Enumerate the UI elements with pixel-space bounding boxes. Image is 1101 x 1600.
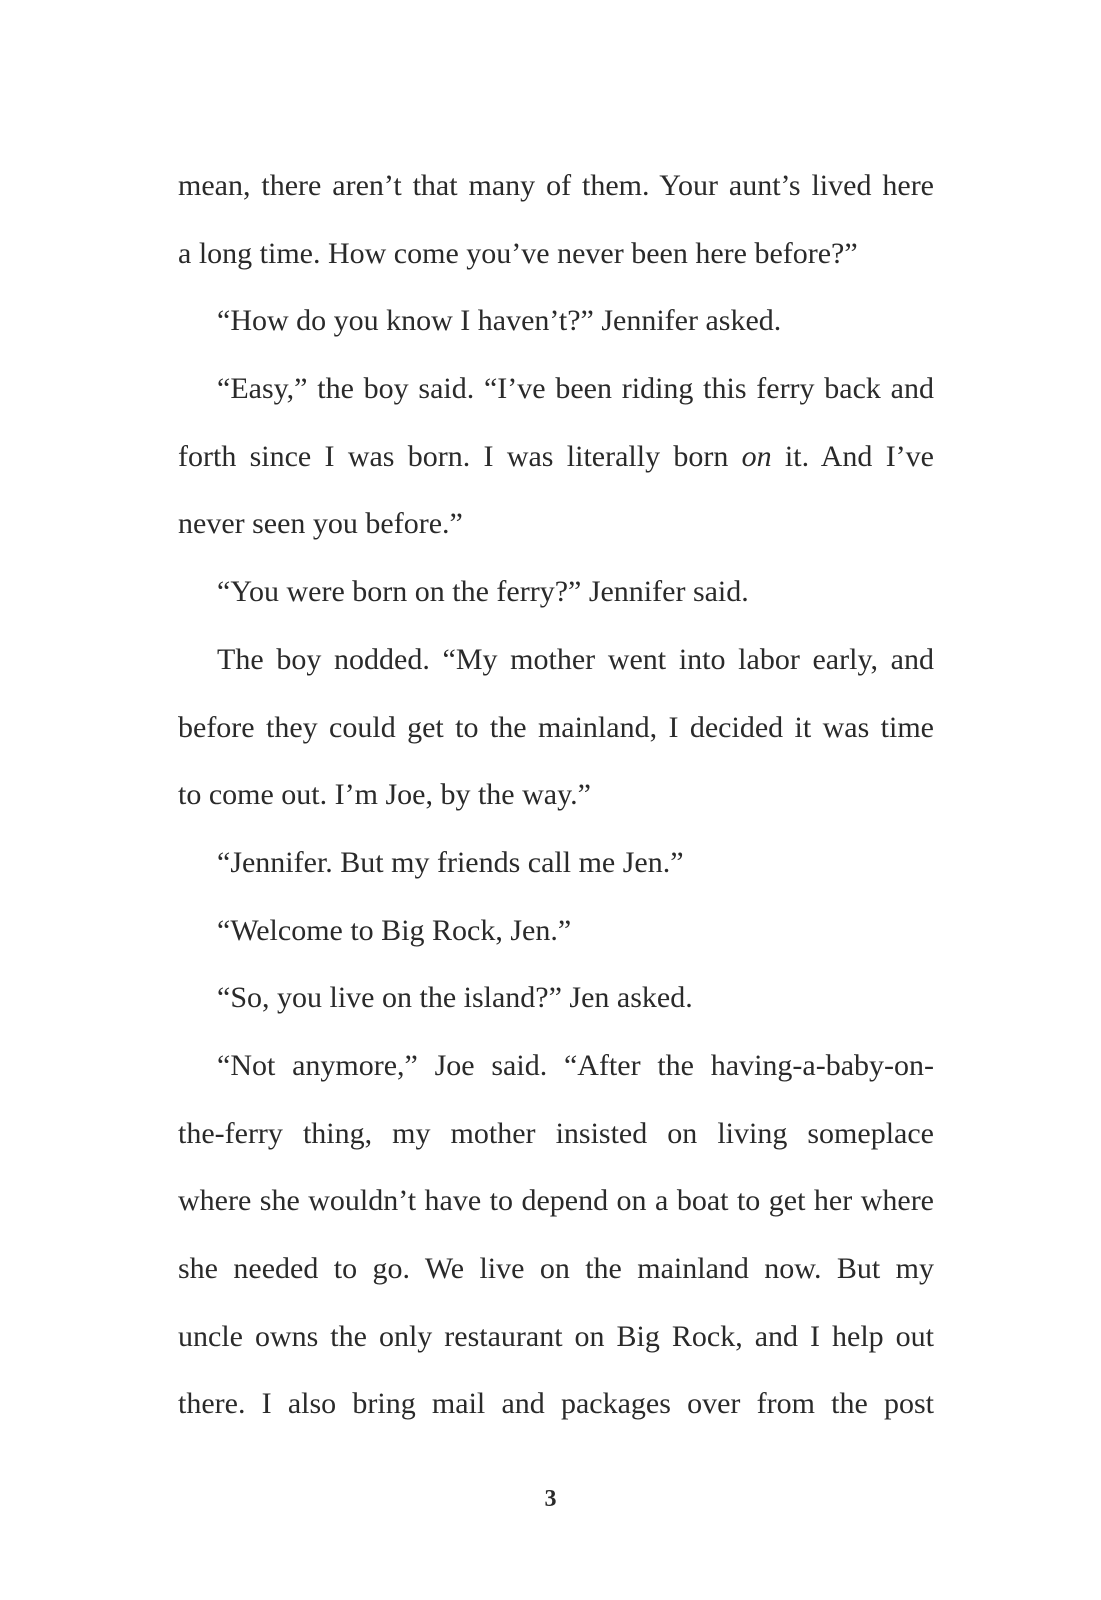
text-line: mean, there aren’t that many of them. Your aunt’s lived here (178, 169, 934, 202)
text-line: the-ferry thing, my mother insisted on living someplace (178, 1116, 934, 1150)
text-segment: it. And I’ve (771, 439, 934, 473)
text-line: “Easy,” the boy said. “I’ve been riding this ferry back and (217, 372, 934, 406)
emphasized-word: on (741, 439, 772, 473)
text-line: The boy nodded. “My mother went into labor early, and (217, 642, 934, 676)
text-line: “How do you know I haven’t?” Jennifer asked. (217, 304, 782, 338)
text-line: “Welcome to Big Rock, Jen.” (217, 913, 572, 947)
text-line: “Jennifer. But my friends call me Jen.” (217, 845, 684, 879)
text-line: where she wouldn’t have to depend on a boat to get her where (178, 1184, 934, 1218)
text-line: “Not anymore,” Joe said. “After the having-a-baby-on- (217, 1048, 934, 1082)
text-segment: forth since I was born. I was literally born (178, 439, 742, 473)
text-line: to come out. I’m Joe, by the way.” (178, 778, 591, 812)
text-line: before they could get to the mainland, I decided it was time (178, 710, 934, 744)
text-line: “So, you live on the island?” Jen asked. (217, 981, 693, 1015)
text-line: “You were born on the ferry?” Jennifer said. (217, 575, 749, 609)
text-line: a long time. How come you’ve never been here before?” (178, 236, 858, 270)
page-number: 3 (544, 1486, 557, 1512)
text-line (178, 423, 934, 491)
text-line: uncle owns the only restaurant on Big Rock, and I help out (178, 1319, 934, 1353)
text-line: never seen you before.” (178, 507, 463, 541)
body-text (178, 152, 934, 1438)
text-line: there. I also bring mail and packages over from the post (178, 1387, 934, 1421)
text-line: she needed to go. We live on the mainland now. But my (178, 1252, 934, 1285)
